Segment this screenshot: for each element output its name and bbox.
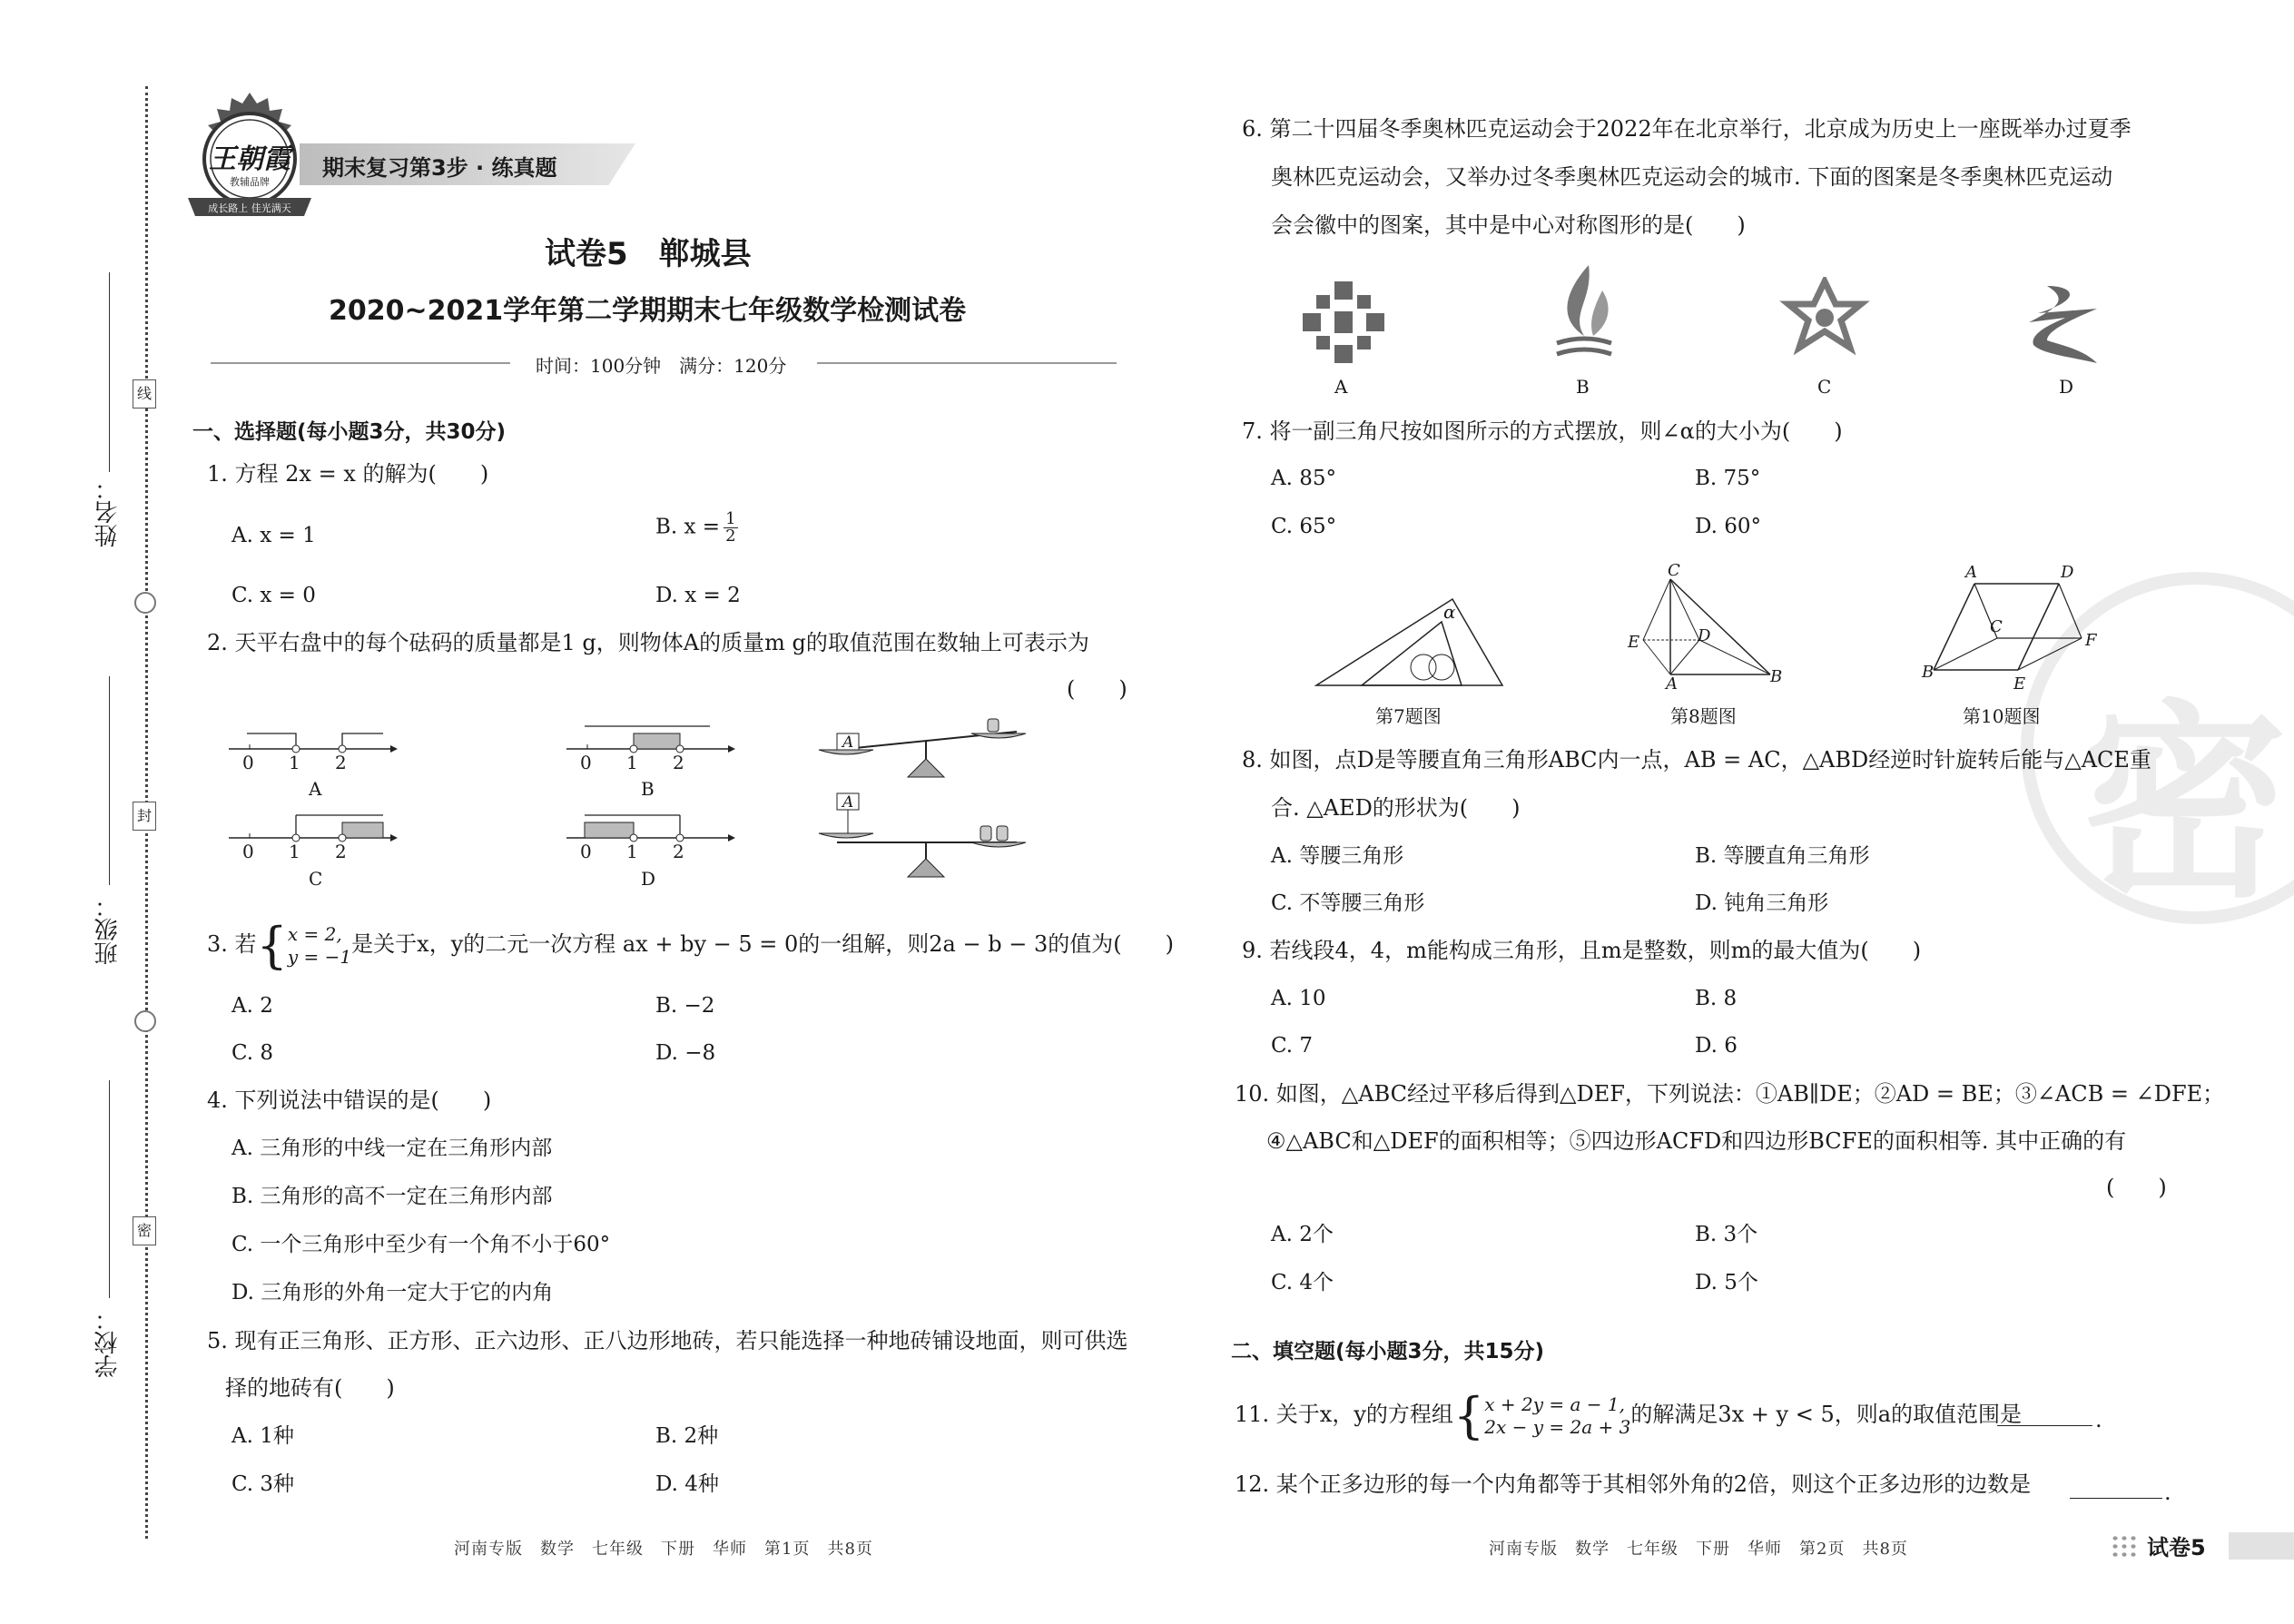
q4-option-a[interactable]: A. 三角形的中线一定在三角形内部 (231, 1137, 553, 1160)
q7-option-b[interactable]: B. 75° (1695, 467, 1761, 490)
q7-option-c[interactable]: C. 65° (1271, 515, 1337, 538)
q9-option-a[interactable]: A. 10 (1271, 987, 1326, 1010)
q3-option-c[interactable]: C. 8 (231, 1041, 274, 1065)
meta-rule-left (211, 362, 510, 364)
q1-option-c[interactable]: C. x = 0 (231, 584, 316, 607)
question-4: 4. 下列说法中错误的是( ) (207, 1088, 492, 1113)
figure-10-point-a: A (1965, 563, 1977, 582)
q3-system: x = 2, y = −1 (287, 922, 352, 968)
q8-option-a[interactable]: A. 等腰三角形 (1271, 844, 1404, 868)
figure-8-point-a: A (1666, 674, 1678, 694)
q2-d-tick-1: 1 (626, 841, 638, 862)
question-10-line-2: ④△ABC和△DEF的面积相等；⑤四边形ACFD和四边形BCFE的面积相等. 其中正确的有 (1266, 1128, 2127, 1154)
q2-d-tick-0: 0 (580, 841, 592, 862)
q2-b-tick-2: 2 (673, 752, 684, 773)
question-8-line-2: 合. △AED的形状为( ) (1271, 795, 1521, 821)
question-2: 2. 天平右盘中的每个砝码的质量都是1 g，则物体A的质量m g的取值范围在数轴上可表示为 (207, 630, 1089, 655)
q5-option-b[interactable]: B. 2种 (655, 1424, 719, 1448)
q2-label-c: C (309, 868, 323, 890)
q2-a-tick-0: 0 (242, 752, 254, 773)
paper-tag-bar (2229, 1532, 2294, 1560)
watermark-seal-char: 密 (2079, 684, 2289, 926)
q11-answer-blank[interactable] (1997, 1425, 2092, 1426)
name-label: 姓名： (94, 477, 122, 547)
q6-label-d: D (2059, 376, 2074, 398)
question-1: 1. 方程 2x = x 的解为( ) (207, 461, 489, 487)
paper-tag: 试卷5 (2147, 1535, 2206, 1560)
q7-option-a[interactable]: A. 85° (1271, 467, 1336, 490)
school-label: 学校： (94, 1307, 122, 1378)
question-11: 11. 关于x，y的方程组{ x + 2y = a − 1, 2x − y = 2a + 3 的解满足3x + y < 5，则a的取值范围是 (1235, 1386, 2023, 1444)
school-line (109, 1080, 110, 1298)
seal-mark-secret: 密 (133, 1216, 156, 1245)
figure-10-point-c: C (1990, 617, 2003, 636)
question-2-paren: ( ) (1067, 676, 1127, 702)
q6-label-c: C (1817, 376, 1832, 398)
emblem-d-icon[interactable] (2020, 277, 2111, 368)
q9-option-d[interactable]: D. 6 (1695, 1034, 1738, 1058)
q2-label-d: D (641, 868, 656, 890)
q6-label-b: B (1576, 376, 1590, 398)
figure-10-caption: 第10题图 (1963, 705, 2041, 727)
q6-label-a: A (1334, 376, 1348, 398)
paper-title: 试卷5 郸城县 (545, 236, 752, 272)
figure-10-point-b: B (1922, 663, 1935, 682)
q4-option-d[interactable]: D. 三角形的外角一定大于它的内角 (231, 1281, 554, 1304)
q5-option-a[interactable]: A. 1种 (231, 1424, 294, 1448)
q5-option-d[interactable]: D. 4种 (655, 1472, 719, 1496)
question-9: 9. 若线段4，4，m能构成三角形，且m是整数，则m的最大值为( ) (1242, 938, 1922, 963)
q11-system: x + 2y = a − 1, 2x − y = 2a + 3 (1484, 1393, 1631, 1438)
question-6-line-2: 奥林匹克运动会，又举办过冬季奥林匹克运动会的城市. 下面的图案是冬季奥林匹克运动 (1271, 164, 2113, 190)
exam-meta: 时间：100分钟 满分：120分 (536, 355, 787, 377)
q2-c-tick-0: 0 (242, 841, 254, 862)
q1-fraction: $\frac{1}{2}$ (725, 509, 736, 546)
emblem-a-icon[interactable] (1298, 277, 1389, 368)
q5-option-c[interactable]: C. 3种 (231, 1472, 295, 1496)
question-5-line-1: 5. 现有正三角形、正方形、正六边形、正八边形地砖，若只能选择一种地砖铺设地面，则可供选 (207, 1328, 1128, 1353)
q2-c-tick-1: 1 (289, 841, 300, 862)
figure-8-point-d: D (1698, 626, 1711, 645)
q1-option-d[interactable]: D. x = 2 (655, 584, 741, 607)
q7-option-d[interactable]: D. 60° (1695, 515, 1762, 538)
q2-a-tick-2: 2 (335, 752, 347, 773)
scale-box-label-top: A (842, 733, 854, 752)
q10-option-a[interactable]: A. 2个 (1271, 1223, 1334, 1246)
binding-circle-icon (134, 592, 156, 614)
figure-8-point-e: E (1628, 633, 1640, 652)
q11-brace: { (1452, 1386, 1485, 1444)
meta-rule-right (817, 362, 1117, 364)
q1-option-b[interactable]: B. x = $\frac{1}{2}$ (655, 509, 736, 546)
q11-period: . (2095, 1407, 2102, 1432)
q3-brace: { (256, 916, 288, 974)
q8-option-c[interactable]: C. 不等腰三角形 (1271, 891, 1425, 915)
left-page-footer: 河南专版 数学 七年级 下册 华师 第1页 共8页 (454, 1540, 873, 1559)
question-6-line-1: 6. 第二十四届冬季奥林匹克运动会于2022年在北京举行，北京成为历史上一座既举办过夏季 (1242, 116, 2132, 142)
class-label: 班级： (94, 894, 122, 965)
question-5-line-2: 择的地砖有( ) (225, 1375, 395, 1401)
question-10-line-1: 10. 如图，△ABC经过平移后得到△DEF，下列说法：①AB∥DE；②AD = BE；③∠ACB = ∠DFE； (1235, 1081, 2225, 1107)
q9-option-b[interactable]: B. 8 (1695, 987, 1738, 1010)
figure-10 (1915, 570, 2115, 688)
logo-small-text: 教辅品牌 (230, 176, 270, 188)
q10-option-d[interactable]: D. 5个 (1695, 1271, 1758, 1294)
q8-option-b[interactable]: B. 等腰直角三角形 (1695, 844, 1870, 868)
seal-mark-seal: 封 (133, 802, 156, 831)
figure-10-point-d: D (2061, 563, 2074, 582)
q3-option-b[interactable]: B. −2 (655, 994, 715, 1018)
question-6-line-3: 会会徽中的图案，其中是中心对称图形的是( ) (1271, 212, 1746, 238)
section-fill-heading: 二、填空题(每小题3分，共15分) (1231, 1340, 1545, 1363)
figure-8-point-b: B (1770, 667, 1783, 686)
figure-7-caption: 第7题图 (1375, 705, 1442, 727)
paper-subtitle: 2020~2021学年第二学期期末七年级数学检测试卷 (329, 295, 967, 327)
binding-circle-icon (134, 1010, 156, 1032)
q2-b-tick-1: 1 (626, 752, 638, 773)
question-7: 7. 将一副三角尺按如图所示的方式摆放，则∠α的大小为( ) (1242, 418, 1843, 444)
question-12: 12. 某个正多边形的每一个内角都等于其相邻外角的2倍，则这个正多边形的边数是 (1235, 1471, 2032, 1497)
figure-10-point-f: F (2085, 631, 2097, 650)
corner-dots-icon (2111, 1534, 2138, 1558)
question-10-paren: ( ) (2106, 1175, 2167, 1200)
q2-c-tick-2: 2 (335, 841, 347, 862)
q3-option-a[interactable]: A. 2 (231, 994, 273, 1018)
seal-mark-line: 线 (133, 379, 156, 408)
class-line (109, 676, 110, 885)
figure-8-point-c: C (1668, 561, 1680, 580)
scale-box-label-bottom: A (842, 793, 854, 812)
q9-option-c[interactable]: C. 7 (1271, 1034, 1314, 1058)
logo-text: 王朝霞 (209, 143, 290, 175)
q12-answer-blank[interactable] (2070, 1498, 2162, 1499)
name-line (109, 272, 110, 472)
q4-option-c[interactable]: C. 一个三角形中至少有一个角不小于60° (231, 1233, 611, 1256)
question-3: 3. 若{ x = 2, y = −1 是关于x，y的二元一次方程 ax + by − 5 = 0的一组解，则2a − b − 3的值为( ) (207, 916, 1174, 974)
q10-option-b[interactable]: B. 3个 (1695, 1223, 1758, 1246)
section-choice-heading: 一、选择题(每小题3分，共30分) (192, 420, 507, 444)
question-8-line-1: 8. 如图，点D是等腰直角三角形ABC内一点，AB = AC，△ABD经逆时针旋转后能与△ACE重 (1242, 747, 2151, 773)
q2-label-a: A (309, 778, 322, 800)
q1-option-a[interactable]: A. x = 1 (231, 524, 316, 547)
figure-10-point-e: E (2013, 674, 2026, 694)
figure-8-caption: 第8题图 (1670, 705, 1737, 727)
q8-option-d[interactable]: D. 钝角三角形 (1695, 891, 1829, 915)
q3-option-d[interactable]: D. −8 (655, 1041, 716, 1065)
right-page-footer: 河南专版 数学 七年级 下册 华师 第2页 共8页 (1489, 1540, 1908, 1559)
q2-d-tick-2: 2 (673, 841, 684, 862)
q2-b-tick-0: 0 (580, 752, 592, 773)
emblem-c-icon[interactable] (1779, 277, 1870, 368)
figure-7 (1307, 595, 1516, 694)
q2-a-tick-1: 1 (289, 752, 300, 773)
q4-option-b[interactable]: B. 三角形的高不一定在三角形内部 (231, 1185, 553, 1208)
q10-option-c[interactable]: C. 4个 (1271, 1271, 1334, 1294)
emblem-b-icon[interactable] (1539, 263, 1629, 368)
logo-ribbon-text: 成长路上 佳光满天 (208, 202, 291, 214)
q12-period: . (2164, 1480, 2171, 1505)
q2-label-b: B (641, 778, 655, 800)
step-banner-text: 期末复习第3步 · 练真题 (322, 155, 557, 181)
figure-7-alpha: α (1443, 601, 1456, 623)
